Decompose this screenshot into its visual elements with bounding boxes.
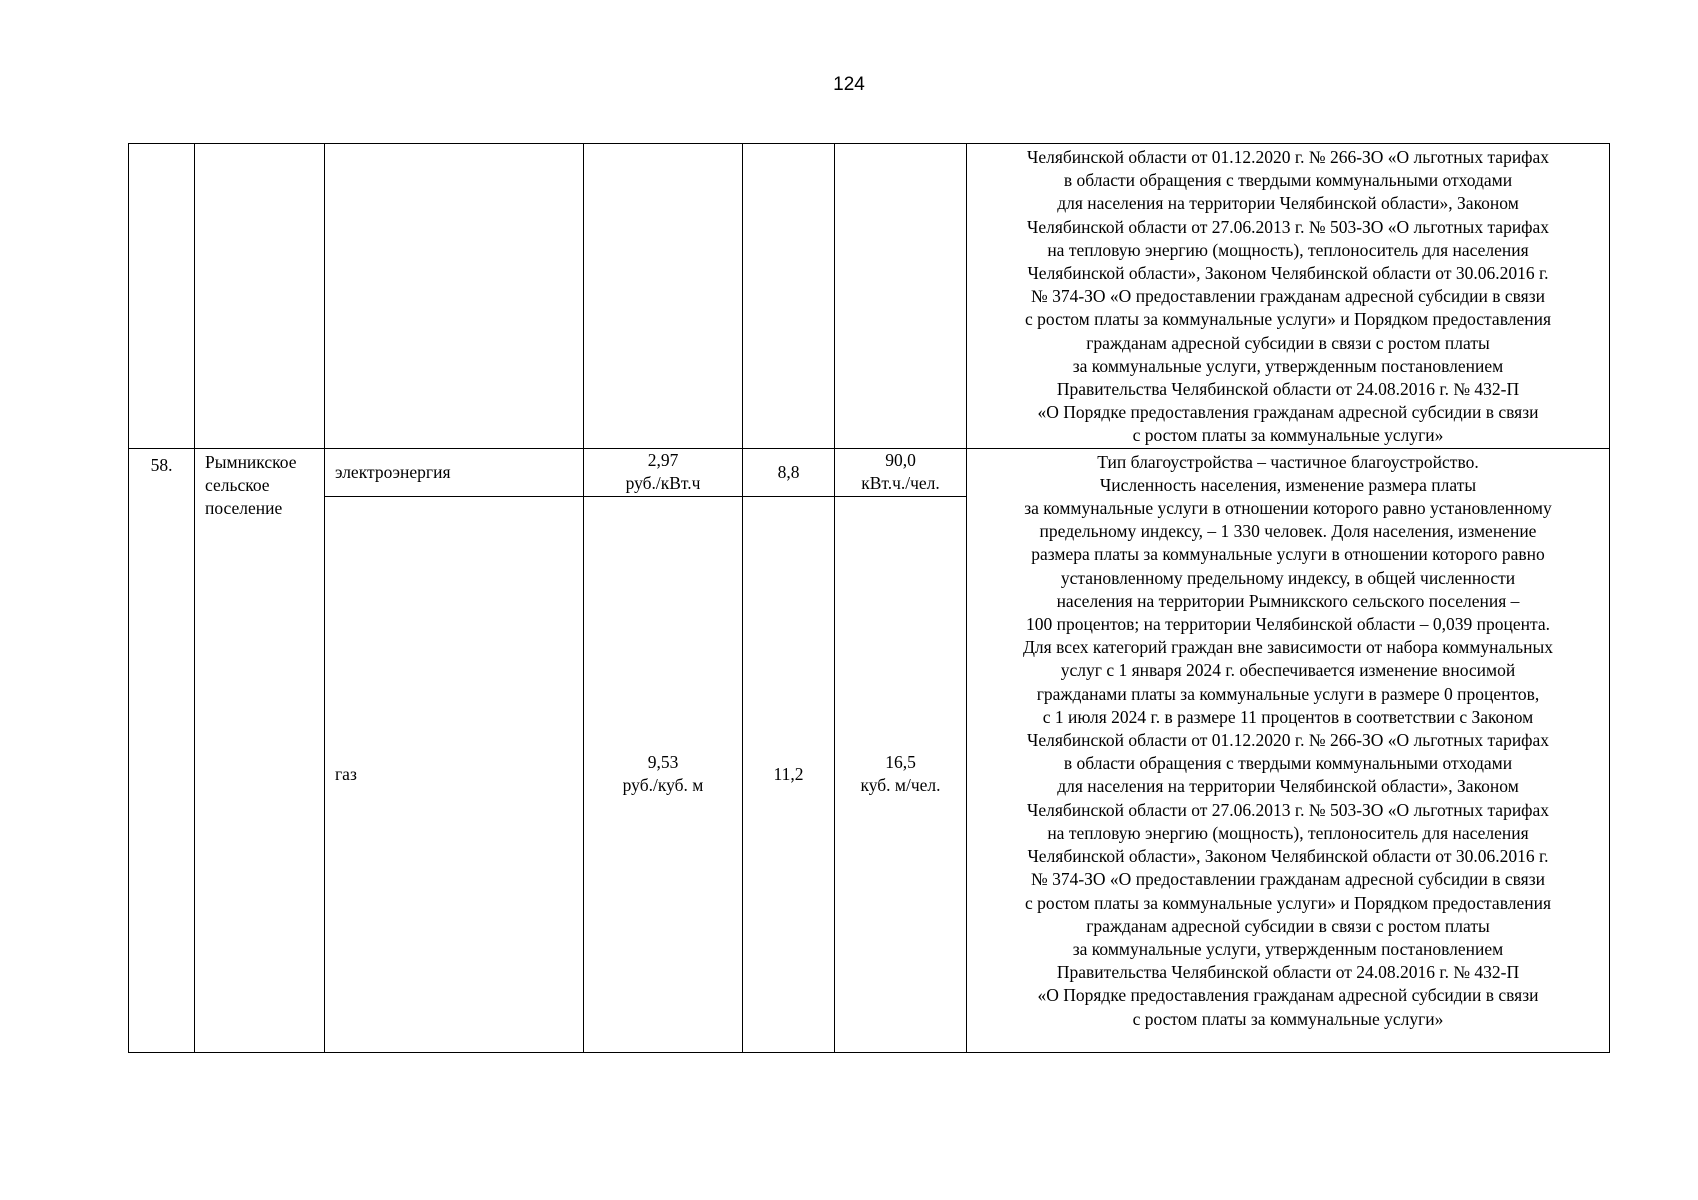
page-number: 124 xyxy=(833,74,865,95)
settlement-name-line: поселение xyxy=(205,498,283,519)
description-line: Челябинской области», Законом Челябинской области от 30.06.2016 г. xyxy=(1027,846,1549,867)
description-line: за коммунальные услуги в отношении которого равно установленному xyxy=(1024,498,1552,519)
tariff-unit: руб./куб. м xyxy=(622,775,704,796)
row-58-description-text xyxy=(977,449,1599,1031)
tariff-value: 2,97 xyxy=(647,449,679,470)
description-line: за коммунальные услуги, утвержденным постановлением xyxy=(1072,355,1504,376)
settlement-name-line: Рымникское xyxy=(205,451,297,472)
description-line: в области обращения с твердыми коммунальными отходами xyxy=(1063,753,1513,774)
tariff-gas xyxy=(584,496,743,1052)
row-number: 58. xyxy=(129,448,195,1052)
cont-description-text xyxy=(977,144,1599,448)
description-line: гражданами платы за коммунальные услуги в размере 0 процентов, xyxy=(1036,683,1540,704)
service-name-electricity: электроэнергия xyxy=(325,448,584,496)
cont-number-cell xyxy=(129,144,195,449)
row-58-electricity xyxy=(129,448,1610,496)
description-line: для населения на территории Челябинской области», Законом xyxy=(1057,193,1519,214)
norm-electricity xyxy=(835,448,967,496)
cont-service-cell xyxy=(325,144,584,449)
description-line: с ростом платы за коммунальные услуги» xyxy=(1132,1008,1444,1029)
tariff-value: 9,53 xyxy=(647,751,679,772)
description-line: № 374-ЗО «О предоставлении гражданам адресной субсидии в связи xyxy=(1031,286,1545,307)
description-line: Правительства Челябинской области от 24.08.2016 г. № 432-П xyxy=(1056,379,1520,400)
description-line: Челябинской области от 27.06.2013 г. № 503-ЗО «О льготных тарифах xyxy=(1026,799,1550,820)
description-line: с ростом платы за коммунальные услуги» и Порядком предоставления xyxy=(1025,892,1551,913)
description-line: на тепловую энергию (мощность), теплоноситель для населения xyxy=(1047,822,1529,843)
cont-index-cell xyxy=(743,144,835,449)
tariff-table xyxy=(128,143,1610,1053)
description-line: «О Порядке предоставления гражданам адресной субсидии в связи xyxy=(1037,402,1539,423)
description-line: за коммунальные услуги, утвержденным постановлением xyxy=(1072,938,1504,959)
norm-unit: кВт.ч./чел. xyxy=(861,473,940,494)
cont-norm-cell xyxy=(835,144,967,449)
description-line: размера платы за коммунальные услуги в отношении которого равно xyxy=(1031,544,1545,565)
description-line: гражданам адресной субсидии в связи с ростом платы xyxy=(1086,332,1490,353)
index-electricity: 8,8 xyxy=(743,448,835,496)
description-line: 100 процентов; на территории Челябинской области – 0,039 процента. xyxy=(1025,614,1550,635)
description-line: с ростом платы за коммунальные услуги» и Порядком предоставления xyxy=(1025,309,1551,330)
cont-description-cell xyxy=(967,144,1610,449)
cont-settlement-cell xyxy=(195,144,325,449)
description-line: Численность населения, изменение размера платы xyxy=(1099,474,1477,495)
description-line: с ростом платы за коммунальные услуги» xyxy=(1132,425,1444,446)
continuation-row xyxy=(129,144,1610,449)
description-line: на тепловую энергию (мощность), теплоноситель для населения xyxy=(1047,239,1529,260)
settlement-name-cell xyxy=(195,448,325,1052)
description-line: Тип благоустройства – частичное благоустройство. xyxy=(1097,451,1479,472)
description-line: Челябинской области от 01.12.2020 г. № 266-ЗО «О льготных тарифах xyxy=(1026,147,1550,167)
norm-unit: куб. м/чел. xyxy=(860,775,941,796)
tariff-unit: руб./кВт.ч xyxy=(625,473,701,494)
row-58-description-cell xyxy=(967,448,1610,1052)
description-line: «О Порядке предоставления гражданам адресной субсидии в связи xyxy=(1037,985,1539,1006)
settlement-name-line: сельское xyxy=(205,474,270,495)
description-line: гражданам адресной субсидии в связи с ростом платы xyxy=(1086,915,1490,936)
norm-gas xyxy=(835,496,967,1052)
description-line: в области обращения с твердыми коммунальными отходами xyxy=(1063,170,1513,191)
description-line: установленному предельному индексу, в общей численности xyxy=(1060,567,1516,588)
description-line: Челябинской области», Законом Челябинской области от 30.06.2016 г. xyxy=(1027,263,1549,284)
tariff-electricity xyxy=(584,448,743,496)
description-line: Для всех категорий граждан вне зависимости от набора коммунальных xyxy=(1022,637,1554,658)
norm-value: 16,5 xyxy=(885,751,916,772)
description-line: услуг с 1 января 2024 г. обеспечивается изменение вносимой xyxy=(1060,660,1516,681)
description-line: с 1 июля 2024 г. в размере 11 процентов в соответствии с Законом xyxy=(1042,706,1534,727)
cont-tariff-cell xyxy=(584,144,743,449)
index-gas: 11,2 xyxy=(743,496,835,1052)
description-line: Челябинской области от 27.06.2013 г. № 503-ЗО «О льготных тарифах xyxy=(1026,216,1550,237)
service-name-gas: газ xyxy=(325,496,584,1052)
description-line: предельному индексу, – 1 330 человек. Доля населения, изменение xyxy=(1039,521,1537,542)
description-line: для населения на территории Челябинской области», Законом xyxy=(1057,776,1519,797)
description-line: № 374-ЗО «О предоставлении гражданам адресной субсидии в связи xyxy=(1031,869,1545,890)
norm-value: 90,0 xyxy=(885,449,916,470)
description-line: населения на территории Рымникского сельского поселения – xyxy=(1056,590,1520,611)
description-line: Правительства Челябинской области от 24.08.2016 г. № 432-П xyxy=(1056,962,1520,983)
description-line: Челябинской области от 01.12.2020 г. № 266-ЗО «О льготных тарифах xyxy=(1026,730,1550,751)
